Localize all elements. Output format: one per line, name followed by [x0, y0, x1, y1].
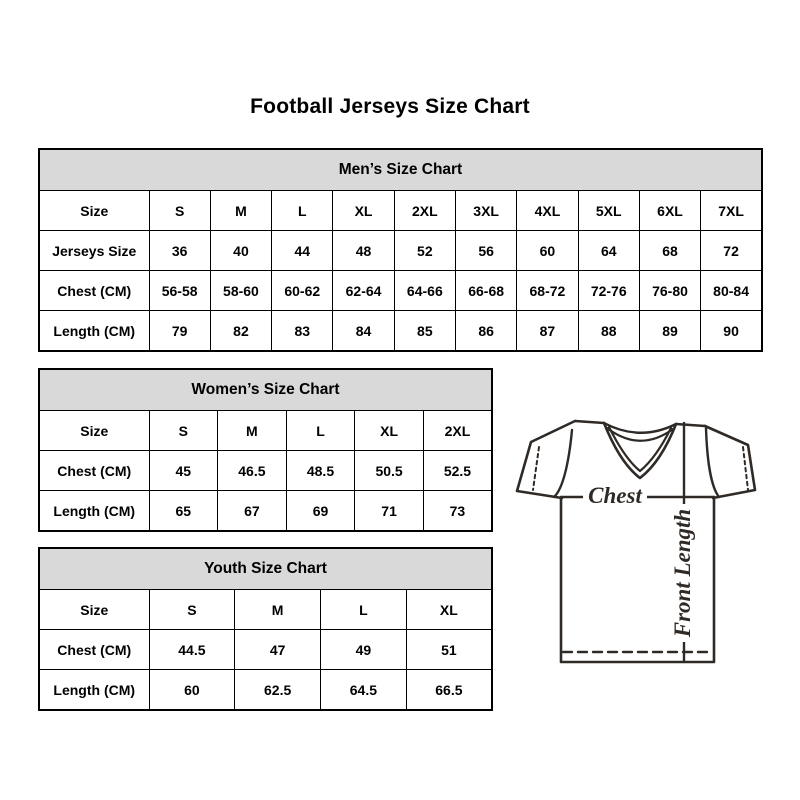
- row-label: Size: [39, 411, 149, 451]
- value-cell: XL: [333, 191, 394, 231]
- value-cell: S: [149, 590, 235, 630]
- value-cell: L: [321, 590, 407, 630]
- value-cell: 68: [639, 231, 700, 271]
- value-cell: 4XL: [517, 191, 578, 231]
- value-cell: 52: [394, 231, 455, 271]
- table-row: [39, 491, 492, 532]
- value-cell: 80-84: [701, 271, 762, 311]
- value-cell: M: [210, 191, 271, 231]
- value-cell: 36: [149, 231, 210, 271]
- row-label: Size: [39, 590, 149, 630]
- value-cell: M: [235, 590, 321, 630]
- value-cell: 46.5: [218, 451, 287, 491]
- value-cell: 48: [333, 231, 394, 271]
- right-sleeve-seam: [706, 428, 719, 497]
- value-cell: 76-80: [639, 271, 700, 311]
- row-label: Chest (CM): [39, 451, 149, 491]
- value-cell: 49: [321, 630, 407, 670]
- value-cell: 67: [218, 491, 287, 532]
- right-shoulder-edge: [676, 424, 705, 426]
- value-cell: 87: [517, 311, 578, 352]
- value-cell: 64-66: [394, 271, 455, 311]
- value-cell: 64.5: [321, 670, 407, 711]
- value-cell: 51: [406, 630, 492, 670]
- row-label: Jerseys Size: [39, 231, 149, 271]
- value-cell: 66-68: [455, 271, 516, 311]
- table-row: [39, 311, 762, 352]
- value-cell: 50.5: [355, 451, 424, 491]
- table-title: Youth Size Chart: [39, 548, 492, 590]
- right-cuff-dashed-line: [743, 447, 748, 490]
- table-row: [39, 670, 492, 711]
- value-cell: 72: [701, 231, 762, 271]
- value-cell: 3XL: [455, 191, 516, 231]
- value-cell: 83: [272, 311, 333, 352]
- row-label: Length (CM): [39, 311, 149, 352]
- value-cell: 65: [149, 491, 218, 532]
- page-title: Football Jerseys Size Chart: [250, 95, 530, 118]
- value-cell: 82: [210, 311, 271, 352]
- value-cell: 62.5: [235, 670, 321, 711]
- value-cell: S: [149, 191, 210, 231]
- value-cell: 85: [394, 311, 455, 352]
- table-row: [39, 451, 492, 491]
- value-cell: 68-72: [517, 271, 578, 311]
- value-cell: 44: [272, 231, 333, 271]
- table-row: [39, 411, 492, 451]
- value-cell: 79: [149, 311, 210, 352]
- value-cell: 88: [578, 311, 639, 352]
- value-cell: 47: [235, 630, 321, 670]
- value-cell: 89: [639, 311, 700, 352]
- value-cell: 72-76: [578, 271, 639, 311]
- youth-size-table: [38, 547, 493, 711]
- value-cell: 71: [355, 491, 424, 532]
- value-cell: 45: [149, 451, 218, 491]
- value-cell: 66.5: [406, 670, 492, 711]
- value-cell: 60-62: [272, 271, 333, 311]
- value-cell: XL: [355, 411, 424, 451]
- table-row: [39, 590, 492, 630]
- value-cell: 86: [455, 311, 516, 352]
- value-cell: 40: [210, 231, 271, 271]
- value-cell: 52.5: [423, 451, 492, 491]
- value-cell: 48.5: [286, 451, 355, 491]
- value-cell: 84: [333, 311, 394, 352]
- row-label: Size: [39, 191, 149, 231]
- value-cell: 64: [578, 231, 639, 271]
- table-row: [39, 271, 762, 311]
- value-cell: 90: [701, 311, 762, 352]
- collar-back-arc: [604, 423, 676, 433]
- left-sleeve-outline: [517, 421, 575, 498]
- value-cell: 2XL: [394, 191, 455, 231]
- table-title: Women’s Size Chart: [39, 369, 492, 411]
- womens-size-table: [38, 368, 493, 532]
- row-label: Chest (CM): [39, 271, 149, 311]
- value-cell: 5XL: [578, 191, 639, 231]
- table-row: [39, 191, 762, 231]
- value-cell: 6XL: [639, 191, 700, 231]
- value-cell: 56: [455, 231, 516, 271]
- value-cell: L: [286, 411, 355, 451]
- row-label: Length (CM): [39, 491, 149, 532]
- mens-size-table: [38, 148, 763, 352]
- value-cell: 44.5: [149, 630, 235, 670]
- value-cell: 56-58: [149, 271, 210, 311]
- value-cell: S: [149, 411, 218, 451]
- jersey-measurement-diagram: [505, 414, 775, 664]
- left-cuff-dashed-line: [533, 447, 539, 490]
- value-cell: 73: [423, 491, 492, 532]
- value-cell: 58-60: [210, 271, 271, 311]
- row-label: Length (CM): [39, 670, 149, 711]
- value-cell: 60: [517, 231, 578, 271]
- chest-label: Chest: [588, 483, 642, 508]
- value-cell: 62-64: [333, 271, 394, 311]
- left-sleeve-seam: [554, 430, 572, 497]
- table-row: [39, 630, 492, 670]
- value-cell: 60: [149, 670, 235, 711]
- jersey-diagram-svg: [505, 414, 775, 664]
- left-shoulder-edge: [575, 421, 604, 423]
- table-row: [39, 231, 762, 271]
- value-cell: 7XL: [701, 191, 762, 231]
- row-label: Chest (CM): [39, 630, 149, 670]
- value-cell: 2XL: [423, 411, 492, 451]
- value-cell: XL: [406, 590, 492, 630]
- table-title: Men’s Size Chart: [39, 149, 762, 191]
- value-cell: L: [272, 191, 333, 231]
- value-cell: M: [218, 411, 287, 451]
- front-length-label: Front Length: [670, 508, 695, 638]
- value-cell: 69: [286, 491, 355, 532]
- right-sleeve-outline: [705, 426, 755, 498]
